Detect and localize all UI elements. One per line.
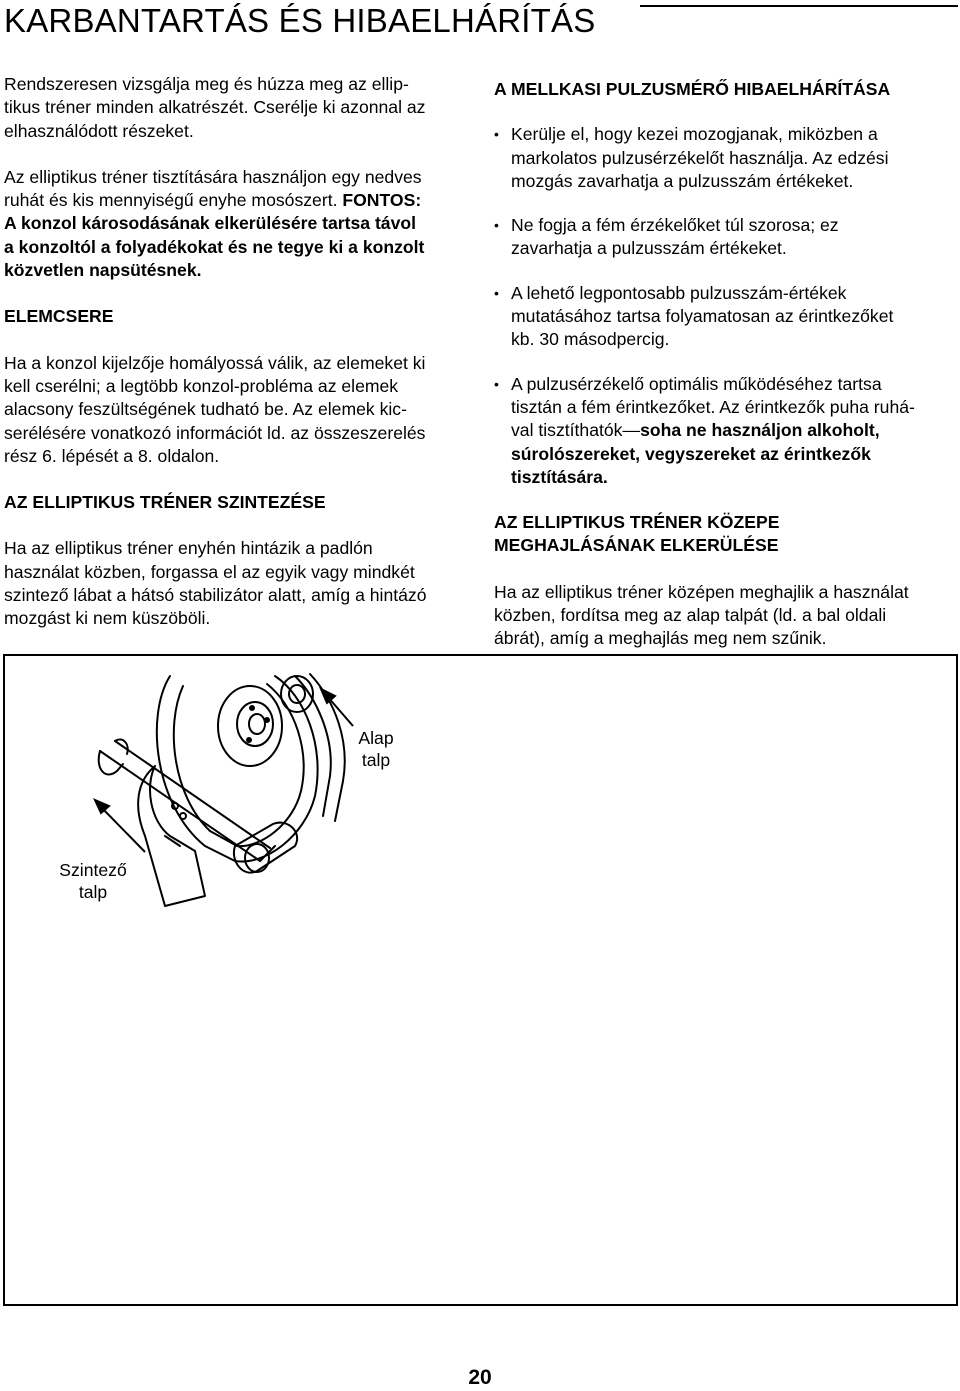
label-line: Alap [358, 728, 394, 748]
label-line: talp [361, 749, 391, 770]
title-rule [640, 5, 958, 7]
section-heading-pulse: A MELLKASI PULZUSMÉRŐ HIBAELHÁRÍTÁSA [494, 79, 891, 99]
text-line: kb. 30 másodpercig. [511, 329, 670, 350]
text-line: A lehető legpontosabb pulzusszám-értékek [511, 282, 847, 303]
text-line: markolatos pulzusérzékelőt használja. Az edzési [511, 147, 889, 168]
warning-line: tisztítására. [511, 466, 608, 487]
text-line: serélésére vonatkozó információt ld. az összeszerelés [4, 422, 426, 443]
text-line: használat közben, forgassa el az egyik vagy mindkét [4, 561, 415, 582]
text-line: közben, fordítsa meg az alap talpát (ld. a bal oldali [494, 605, 887, 626]
text-line: zavarhatja a pulzusszám értékeket. [511, 238, 787, 259]
base-foot-label [350, 728, 402, 771]
text-line: Ha a konzol kijelzője homályossá válik, az elemeket ki [4, 352, 426, 373]
text-line: Ne fogja a fém érzékelőket túl szorosa; ez [511, 215, 839, 236]
warning-line: soha ne használjon alkoholt, [640, 420, 880, 441]
text-line: Ha az elliptikus tréner enyhén hintázik a padlón [4, 538, 373, 559]
text-line: kell cserélni; a legtöbb konzol-probléma az elemek [4, 375, 399, 396]
section-heading-leveling: AZ ELLIPTIKUS TRÉNER SZINTEZÉSE [4, 492, 326, 513]
text-line: Rendszeresen vizsgálja meg és húzza meg az ellip- [4, 74, 409, 94]
list-item [494, 373, 960, 489]
em-dash: — [622, 420, 641, 441]
maintenance-paragraph [4, 73, 474, 143]
text-line: ruhát és kis mennyiségű enyhe mosószert. [4, 190, 343, 211]
leveling-paragraph [4, 537, 474, 630]
page-title: KARBANTARTÁS ÉS HIBAELHÁRÍTÁS [4, 2, 596, 39]
section-heading-battery: ELEMCSERE [4, 306, 114, 327]
text-line: tisztán a fém érintkezőket. Az érintkezők puha ruhá- [511, 396, 915, 417]
list-item [494, 282, 960, 352]
text-line: Az elliptikus tréner tisztítására használjon egy nedves [4, 166, 422, 187]
text-line: elhasználódott részeket. [4, 120, 194, 141]
warning-line: A konzol károsodásának elkerülésére tartsa távol [4, 213, 417, 234]
label-line: Szintező [59, 860, 127, 880]
text-line: ábrát), amíg a meghajlás meg nem szűnik. [494, 628, 827, 649]
text-line: mozgást ki nem küszöböli. [4, 608, 211, 629]
text-line: Kerülje el, hogy kezei mozogjanak, miközben a [511, 124, 878, 145]
warning-line: a konzoltól a folyadékokat és ne tegye ki a konzolt [4, 236, 425, 257]
label-line: talp [78, 881, 108, 902]
leveler-foot-label [53, 860, 133, 903]
text-line: A pulzusérzékelő optimális működéséhez tartsa [511, 373, 882, 394]
text-line: szintező lábat a hátsó stabilizátor alatt, amíg a hintázó [4, 585, 427, 606]
text-line: mozgás zavarhatja a pulzusszám értékeket. [511, 170, 854, 191]
text-line: tikus tréner minden alkatrészét. Cserélje ki azonnal az [4, 97, 426, 118]
text-line: mutatásához tartsa folyamatosan az érintkezőket [511, 306, 894, 327]
text-line: rész 6. lépését a 8. oldalon. [4, 445, 220, 466]
cleaning-paragraph [4, 166, 474, 282]
warning-line: súrolószereket, vegyszereket az érintkezők [511, 443, 871, 464]
heading-line: MEGHAJLÁSÁNAK ELKERÜLÉSE [494, 535, 779, 556]
heading-line: AZ ELLIPTIKUS TRÉNER KÖZEPE [494, 512, 780, 533]
page-number: 20 [468, 1366, 492, 1389]
left-column [4, 73, 474, 631]
pulse-tips-list [494, 123, 960, 489]
elliptical-trainer-drawing [5, 656, 956, 1304]
elliptical-base-illustration [3, 654, 958, 1306]
list-item [494, 214, 960, 261]
list-item [494, 123, 960, 193]
section-heading-bending [494, 511, 960, 558]
important-label: FONTOS: [342, 190, 422, 211]
text-line: val tisztíthatók [511, 420, 623, 441]
bending-paragraph [494, 581, 960, 651]
warning-line: közvetlen napsütésnek. [4, 260, 202, 281]
right-column [494, 78, 960, 651]
battery-paragraph [4, 352, 474, 468]
text-line: Ha az elliptikus tréner középen meghajlik a használat [494, 581, 909, 602]
text-line: alacsony feszültségének tudható be. Az elemek kic- [4, 399, 407, 420]
